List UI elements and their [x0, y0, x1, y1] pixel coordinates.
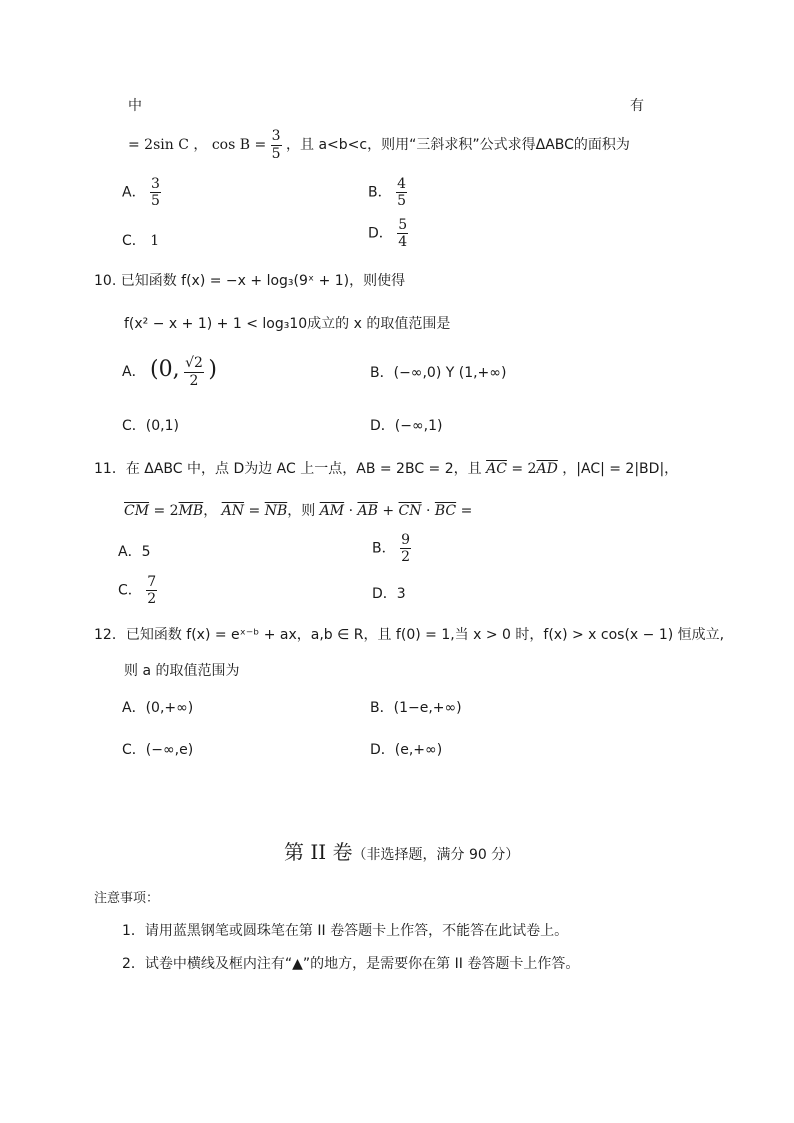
- q10-option-c: C．(0,1): [122, 418, 179, 434]
- q9-option-d: [368, 217, 408, 250]
- fraction-numerator: 4: [397, 176, 406, 192]
- fraction-denominator: 2: [147, 591, 157, 608]
- vector-AB: $\overline{AB}$: [357, 503, 378, 519]
- q12-stem-line1: 12．已知函数 f(x) = eˣ⁻ᵇ + ax，a,b ∈ R，且 f(0) = 1,当 x > 0 时，f(x) > x cos(x − 1) 恒成立,: [94, 627, 725, 643]
- q12-option-d: D．(e,+∞): [370, 742, 443, 758]
- note-2: 2．试卷中横线及框内注有“▲”的地方，是需要你在第 II 卷答题卡上作答。: [122, 956, 580, 972]
- q9-stem-suffix: ，且 a<b<c，则用“三斜求积”公式求得ΔABC的面积为: [286, 137, 630, 153]
- option-label: B．: [368, 184, 392, 201]
- option-fraction: [400, 532, 411, 565]
- vector-AM: $\overline{AM}$: [319, 503, 345, 519]
- option-label: A．: [122, 364, 146, 380]
- punct: ，: [203, 503, 218, 519]
- equals-sign: =: [460, 503, 473, 519]
- option-value: 1: [150, 233, 160, 249]
- q9-option-b: [368, 176, 407, 209]
- vector-CM: $\overline{CM}$: [124, 503, 150, 519]
- q12-option-c: C．(−∞,e): [122, 742, 194, 758]
- part2-heading: [284, 836, 519, 865]
- q10-option-d: D．(−∞,1): [370, 418, 443, 434]
- q10-option-a: [122, 350, 217, 392]
- part2-title: 第 II 卷: [284, 840, 353, 864]
- q9-stem-prefix: = 2sin C ， cos B =: [128, 137, 267, 153]
- q9-option-c: [122, 230, 159, 250]
- vector-AN: $\overline{AN}$: [221, 503, 245, 519]
- q10-stem-line1: 10. 已知函数 f(x) = −x + log₃(9ˣ + 1)，则使得: [94, 273, 406, 289]
- q11-option-d: D．3: [372, 586, 406, 602]
- q9-fragment-zhong: 中: [128, 98, 142, 114]
- equals-two: = 2: [511, 461, 537, 477]
- q11-stem-line1: [94, 458, 678, 478]
- notes-heading: 注意事项：: [94, 891, 160, 906]
- vector-CN: $\overline{CN}$: [398, 503, 422, 519]
- q12-stem-line2: 则 a 的取值范围为: [124, 663, 240, 679]
- option-close: ): [208, 357, 217, 382]
- vector-AD: $\overline{AD}$: [536, 461, 558, 477]
- fraction-numerator: 9: [401, 532, 410, 548]
- vector-AC: $\overline{AC}$: [486, 461, 507, 477]
- dot-operator: ·: [348, 503, 354, 519]
- q11-option-b: [372, 532, 411, 565]
- option-label: A．: [122, 184, 146, 201]
- option-fraction: [150, 176, 161, 209]
- math-text: =: [248, 503, 261, 519]
- fraction-numerator: 3: [151, 176, 160, 192]
- fraction-denominator: 4: [398, 234, 408, 251]
- q9-cosB-denominator: 5: [271, 145, 281, 162]
- fraction-numerator: 5: [398, 217, 408, 233]
- option-fraction: [397, 217, 408, 250]
- punct: ，则: [287, 503, 316, 519]
- q9-option-a: [122, 176, 161, 209]
- q9-cosB-fraction: [271, 128, 282, 161]
- option-fraction: [396, 176, 407, 209]
- note-1: 1．请用蓝黑钢笔或圆珠笔在第 II 卷答题卡上作答，不能答在此试卷上。: [122, 923, 569, 939]
- vector-MB: $\overline{MB}$: [178, 503, 204, 519]
- dot-operator: ·: [425, 503, 431, 519]
- option-label: C．: [118, 582, 142, 599]
- math-text: = 2: [153, 503, 179, 519]
- q11-option-c: [118, 574, 157, 607]
- part2-subtitle: （非选择题，满分 90 分）: [352, 847, 520, 863]
- q11-stem-text: 11．在 ΔABC 中，点 D为边 AC 上一点，AB = 2BC = 2，且: [94, 461, 482, 477]
- q10-stem-line2: f(x² − x + 1) + 1 < log₃10成立的 x 的取值范围是: [124, 316, 451, 332]
- q10-option-b: B．(−∞,0) Y (1,+∞): [370, 365, 507, 381]
- option-fraction: [184, 355, 204, 388]
- option-label: B．: [372, 540, 396, 557]
- option-fraction: [146, 574, 157, 607]
- fraction-denominator: 2: [401, 549, 410, 566]
- option-label: C．: [122, 233, 146, 249]
- fraction-denominator: 5: [151, 193, 160, 210]
- fraction-numerator: √2: [185, 355, 203, 372]
- q12-option-a: A．(0,+∞): [122, 700, 194, 716]
- q11-abs-condition: ，|AC| = 2|BD|，: [562, 461, 679, 477]
- q11-option-a: A．5: [118, 544, 151, 560]
- plus-operator: +: [382, 503, 395, 519]
- option-open: (0,: [150, 357, 180, 382]
- q9-fragment-you: 有: [630, 98, 644, 114]
- vector-NB: $\overline{NB}$: [264, 503, 288, 519]
- fraction-denominator: 2: [184, 372, 204, 389]
- q9-stem-line: [128, 125, 630, 165]
- vector-BC: $\overline{BC}$: [434, 503, 457, 519]
- q12-option-b: B．(1−e,+∞): [370, 700, 462, 716]
- fraction-denominator: 5: [397, 193, 406, 210]
- fraction-numerator: 7: [147, 574, 157, 590]
- q11-stem-line2: [124, 500, 472, 520]
- q9-cosB-numerator: 3: [271, 128, 281, 145]
- option-label: D．: [368, 225, 393, 242]
